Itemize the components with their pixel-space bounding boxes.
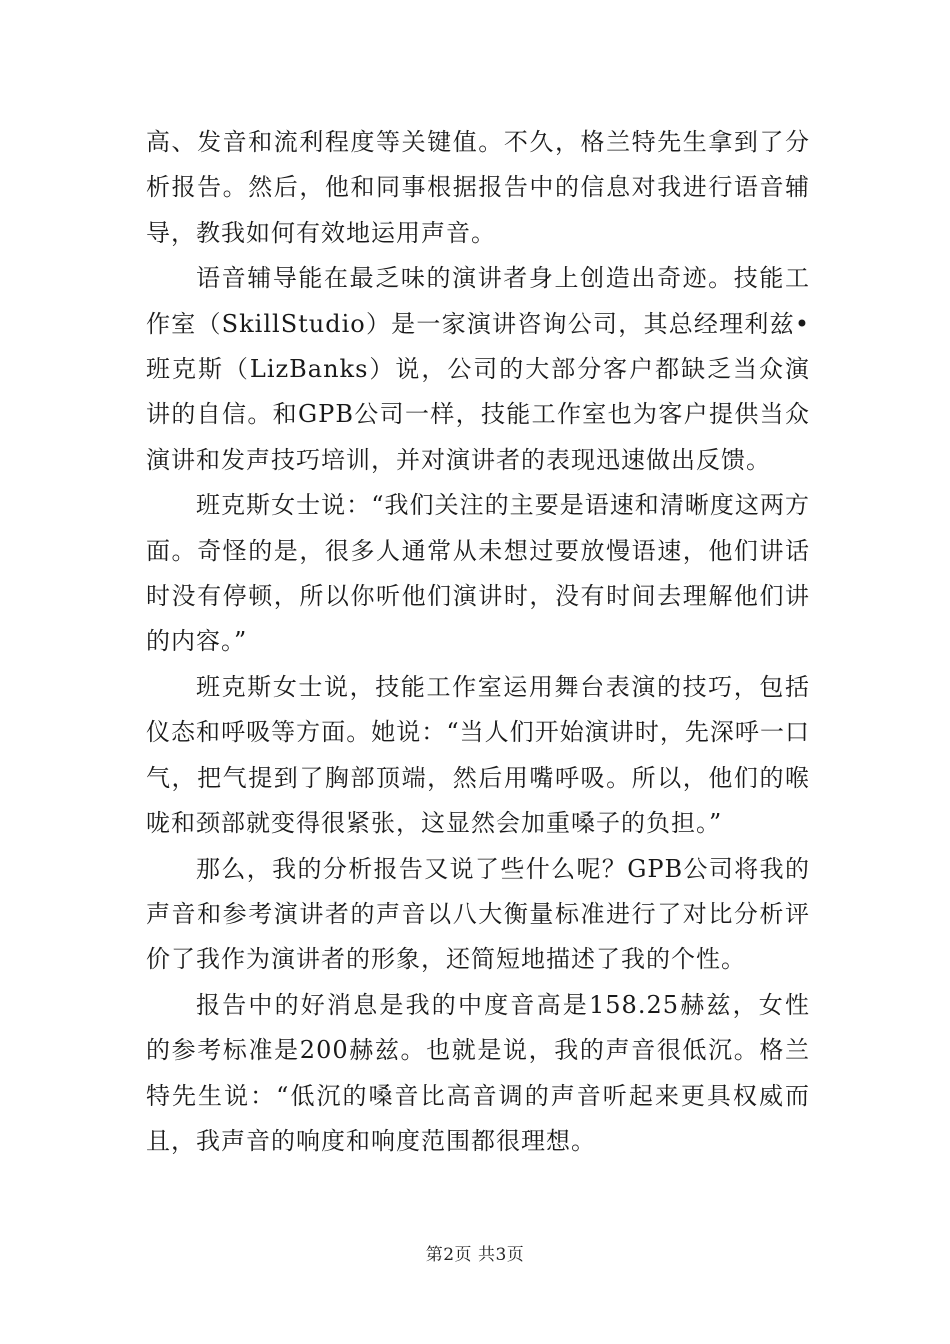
paragraph-banks-quote: 班克斯女士说：“我们关注的主要是语速和清晰度这两方面。奇怪的是，很多人通常从未想过要放慢语速，他们讲话时没有停顿，所以你听他们演讲时，没有时间去理解他们讲的内容。”	[146, 491, 810, 656]
paragraph-analysis-report: 那么，我的分析报告又说了些什么呢？GPB公司将我的声音和参考演讲者的声音以八大衡量标准进行了对比分析评价了我作为演讲者的形象，还简短地描述了我的个性。	[146, 854, 810, 974]
paragraph-voice-coaching: 语音辅导能在最乏味的演讲者身上创造出奇迹。技能工作室（SkillStudio）是一家演讲咨询公司，其总经理利兹•班克斯（LizBanks）说，公司的大部分客户都缺乏当众演讲的自信。和GPB公司一样，技能工作室也为客户提供当众演讲和发声技巧培训，并对演讲者的表现迅速做出反馈。	[146, 264, 810, 474]
document-body	[146, 120, 810, 1164]
paragraph-continued: 高、发音和流利程度等关键值。不久，格兰特先生拿到了分析报告。然后，他和同事根据报告中的信息对我进行语音辅导，教我如何有效地运用声音。	[146, 128, 810, 247]
paragraph-stage-techniques: 班克斯女士说，技能工作室运用舞台表演的技巧，包括仪态和呼吸等方面。她说：“当人们开始演讲时，先深呼一口气，把气提到了胸部顶端，然后用嘴呼吸。所以，他们的喉咙和颈部就变得很紧张，这显然会加重嗓子的负担。”	[146, 672, 810, 838]
paragraph-good-news: 报告中的好消息是我的中度音高是158.25赫兹，女性的参考标准是200赫兹。也就是说，我的声音很低沉。格兰特先生说：“低沉的嗓音比高音调的声音听起来更具权威而且，我声音的响度和响度范围都很理想。	[146, 990, 810, 1155]
page-number-footer: 第2页 共3页	[425, 1245, 525, 1265]
